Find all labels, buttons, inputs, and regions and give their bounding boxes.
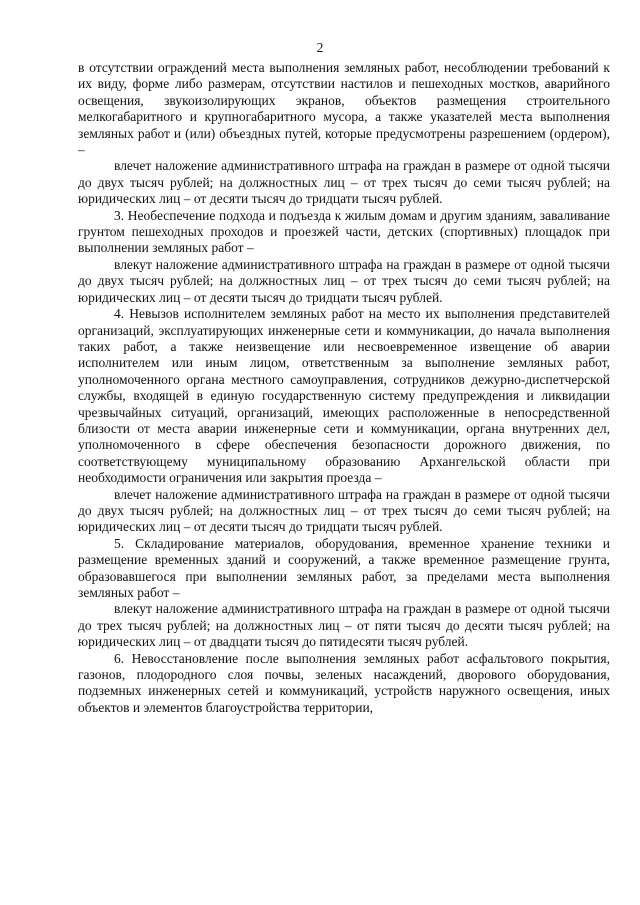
document-body bbox=[78, 60, 610, 716]
paragraph-continuation: в отсутствии ограждений места выполнения земляных работ, несоблюдении требований к их виду, форме либо размерам, отсутствии настилов и пешеходных мостков, аварийного освещения, звукоизолирующих экранов, объектов размещения строительного мелкогабаритного и крупногабаритного мусора, а также указателей места выполнения земляных работ и (или) объездных путей, которые предусмотрены разрешением (ордером), – bbox=[78, 60, 610, 158]
paragraph-penalty: влекут наложение административного штрафа на граждан в размере от одной тысячи до трех тысяч рублей; на должностных лиц – от пяти тысяч до десяти тысяч рублей; на юридических лиц – от двадцати тысяч до пятидесяти тысяч рублей. bbox=[78, 601, 610, 650]
paragraph-item-4: 4. Невызов исполнителем земляных работ на место их выполнения представителей организаций, эксплуатирующих инженерные сети и коммуникации, до начала выполнения таких работ, а также неизвещение или несвоевременное извещение об аварии исполнителем или иным лицом, ответственным за выполнение земляных работ, уполномоченного органа местного самоуправления, сотрудников дежурно-диспетчерской службы, входящей в единую государственную систему предупреждения и ликвидации чрезвычайных ситуаций, организаций, имеющих расположенные в непосредственной близости от места аварии инженерные сети и коммуникации, органа внутренних дел, уполномоченного в сфере обеспечения безопасности дорожного движения, по соответствующему муниципальному образованию Архангельской области при необходимости ограничения или закрытия проезда – bbox=[78, 306, 610, 486]
paragraph-item-5: 5. Складирование материалов, оборудования, временное хранение техники и размещение временных зданий и сооружений, а также временное размещение грунта, образовавшегося при выполнении земляных работ, за пределами места выполнения земляных работ – bbox=[78, 535, 610, 600]
paragraph-item-3: 3. Необеспечение подхода и подъезда к жилым домам и другим зданиям, заваливание грунтом пешеходных проходов и проезжей части, детских (спортивных) площадок при выполнении земляных работ – bbox=[78, 207, 610, 256]
paragraph-penalty: влечет наложение административного штрафа на граждан в размере от одной тысячи до двух тысяч рублей; на должностных лиц – от трех тысяч до семи тысяч рублей; на юридических лиц – от десяти тысяч до тридцати тысяч рублей. bbox=[78, 158, 610, 207]
page-number: 2 bbox=[316, 40, 324, 55]
paragraph-penalty: влекут наложение административного штрафа на граждан в размере от одной тысячи до двух тысяч рублей; на должностных лиц – от трех тысяч до семи тысяч рублей; на юридических лиц – от десяти тысяч до тридцати тысяч рублей. bbox=[78, 256, 610, 305]
paragraph-item-6: 6. Невосстановление после выполнения земляных работ асфальтового покрытия, газонов, плодородного слоя почвы, зеленых насаждений, дворового оборудования, подземных инженерных сетей и коммуникаций, устройств наружного освещения, иных объектов и элементов благоустройства территории, bbox=[78, 650, 610, 715]
paragraph-penalty: влечет наложение административного штрафа на граждан в размере от одной тысячи до двух тысяч рублей; на должностных лиц – от трех тысяч до семи тысяч рублей; на юридических лиц – от десяти тысяч до тридцати тысяч рублей. bbox=[78, 486, 610, 535]
